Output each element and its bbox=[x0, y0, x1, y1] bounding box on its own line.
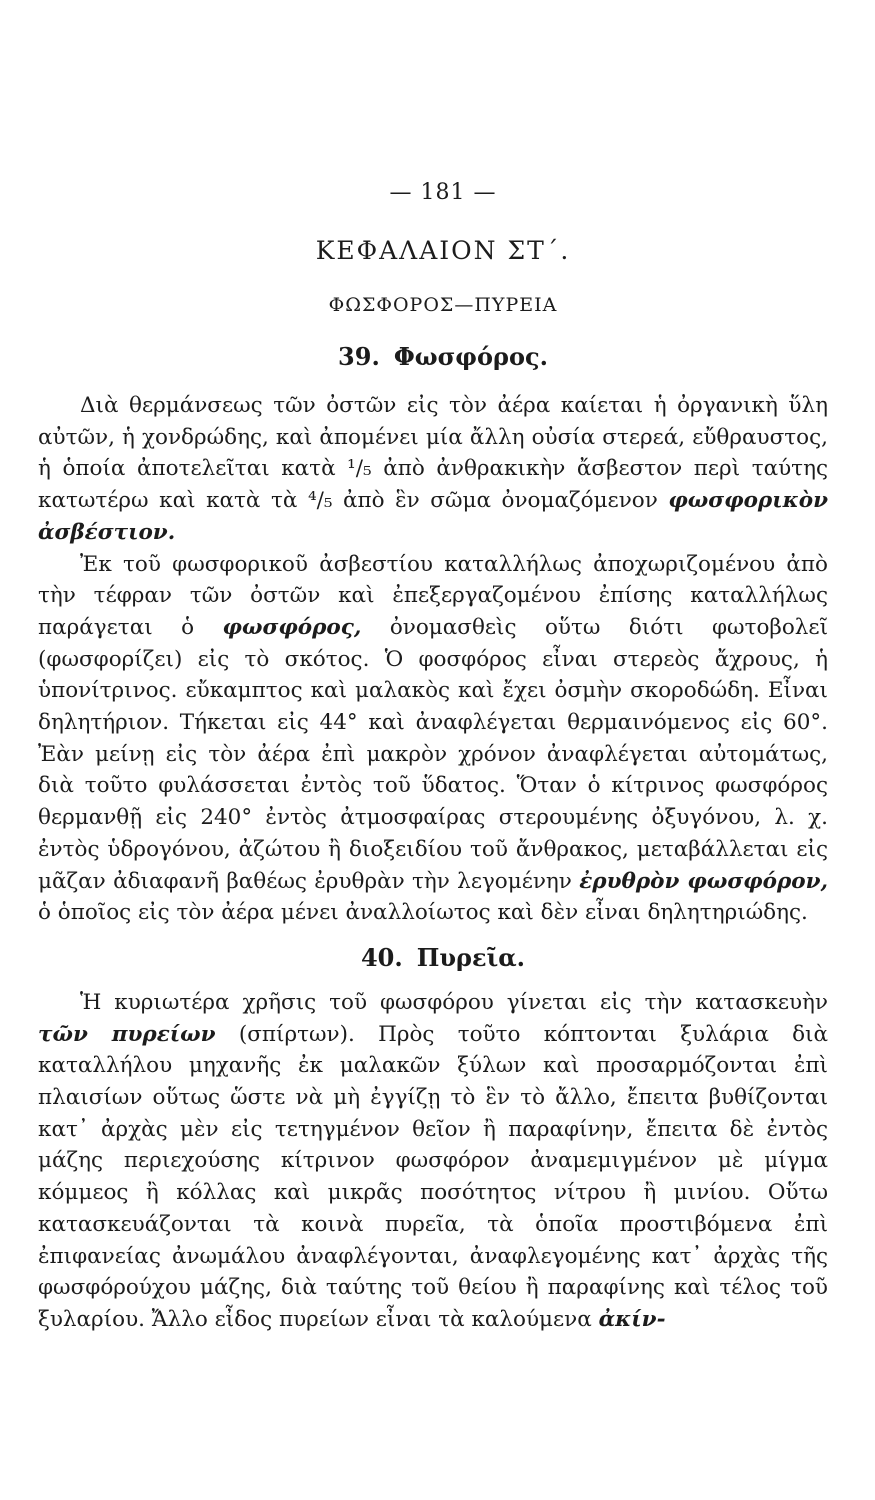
paragraph-phosphorus-text-b: ὀνομασθεὶς οὕτω διότι φωτοβολεῖ (φωσφορίζει) εἰς τὸ σκότος. Ὁ φοσφόρος εἶναι στερεὸς ἄχρους, ἡ ὑπονίτρινος. εὔκαμπτος καὶ μαλακὸς καὶ ἔχει ὀσμὴν σκοροδώδη. Εἶναι δηλητήριον. Τήκεται εἰς 44° καὶ ἀναφλέγεται θερμαινόμενος εἰς 60°. Ἐὰν μείνῃ εἰς τὸν ἀέρα ἐπὶ μακρὸν χρόνον ἀναφλέγεται αὐτομάτως, διὰ τοῦτο φυλάσσεται ἐντὸς τοῦ ὕδατος. Ὅταν ὁ κίτρινος φωσφόρος θερμανθῇ εἰς 240° ἐντὸς ἀτμοσφαίρας στερουμένης ὀξυγόνου, λ. χ. ἐντὸς ὑδρογόνου, ἀζώτου ἢ διοξειδίου τοῦ ἄνθρακος, μεταβάλλεται εἰς μᾶζαν ἀδιαφανῆ βαθέως ἐρυθρὰν τὴν λεγομένην bbox=[38, 614, 829, 894]
paragraph-bone-ash bbox=[38, 390, 828, 549]
term-matches: τῶν πυρείων bbox=[38, 1021, 216, 1047]
section-39-title: Φωσφόρος. bbox=[393, 342, 548, 371]
section-40-heading bbox=[58, 943, 828, 979]
paragraph-matches bbox=[38, 987, 828, 1336]
term-calcium-phosphate: φωσφορικὸν ἀσβέστιον. bbox=[38, 488, 828, 545]
term-continued: ἀκίν- bbox=[598, 1306, 666, 1332]
section-40-number: 40. bbox=[360, 942, 403, 972]
section-39-number: 39. bbox=[338, 342, 380, 371]
paragraph-matches-text-a: Ἡ κυριωτέρα χρῆσις τοῦ φωσφόρου γίνεται εἰς τὴν κατασκευὴν bbox=[80, 989, 828, 1015]
term-phosphorus: φωσφόρος, bbox=[222, 614, 362, 640]
section-40-title: Πυρεῖα. bbox=[416, 942, 526, 972]
chapter-title: ΚΕΦΑΛΑΙΟΝ ΣΤ΄. bbox=[315, 236, 571, 265]
paragraph-matches-text-b: (σπίρτων). Πρὸς τοῦτο κόπτονται ξυλάρια διὰ καταλλήλου μηχανῆς ἐκ μαλακῶν ξύλων καὶ προσαρμόζονται ἐπὶ πλαισίων οὕτως ὥστε νὰ μὴ ἐγγίζῃ τὸ ἓν τὸ ἄλλο, ἔπειτα βυθίζονται κατ᾽ ἀρχὰς μὲν εἰς τετηγμένον θεῖον ἢ παραφίνην, ἔπειτα δὲ ἐντὸς μάζης περιεχούσης κίτρινον φωσφόρον ἀναμεμιγμένον μὲ μίγμα κόμμεος ἢ κόλλας καὶ μικρᾶς ποσότητος νίτρου ἢ μινίου. Οὕτω κατασκευάζονται τὰ κοινὰ πυρεῖα, τὰ ὁποῖα προστιβόμενα ἐπὶ ἐπιφανείας ἀνωμάλου ἀναφλέγονται, ἀναφλεγομένης κατ᾽ ἀρχὰς τῆς φωσφόρούχου μάζης, διὰ ταύτης τοῦ θείου ἢ παραφίνης καὶ τέλος τοῦ ξυλαρίου. Ἄλλο εἶδος πυρείων εἶναι τὰ καλούμενα bbox=[38, 1021, 829, 1332]
paragraph-phosphorus-text-a: Ἐκ τοῦ φωσφορικοῦ ἀσβεστίου καταλλήλως ἀποχωριζομένου ἀπὸ τὴν τέφραν τῶν ὀστῶν καὶ ἐπεξεργαζομένου ἐπίσης καταλλήλως παράγεται ὁ bbox=[38, 551, 828, 640]
page-number: — 181 — bbox=[389, 180, 497, 205]
section-39-heading bbox=[58, 342, 828, 378]
chapter-subtitle: ΦΩΣΦΟΡΟΣ—ΠΥΡΕΙΑ bbox=[328, 294, 558, 316]
book-page bbox=[38, 180, 828, 1336]
paragraph-bone-ash-text: Διὰ θερμάνσεως τῶν ὀστῶν εἰς τὸν ἀέρα καίεται ἡ ὀργανικὴ ὕλη αὐτῶν, ἡ χονδρώδης, καὶ ἀπομένει μία ἄλλη οὐσία στερεά, εὔθραυστος, ἡ ὁποία ἀποτελεῖται κατὰ ¹/₅ ἀπὸ ἀνθρακικὴν ἄσβεστον περὶ ταύτης κατωτέρω καὶ κατὰ τὰ ⁴/₅ ἀπὸ ἓν σῶμα ὀνομαζόμενον bbox=[38, 393, 828, 514]
paragraph-phosphorus bbox=[38, 549, 828, 929]
term-red-phosphorus: ἐρυθρὸν φωσφόρον, bbox=[579, 868, 829, 894]
paragraph-phosphorus-text-c: ὁ ὁποῖος εἰς τὸν ἀέρα μένει ἀναλλοίωτος καὶ δὲν εἶναι δηλητηριώδης. bbox=[38, 900, 808, 926]
